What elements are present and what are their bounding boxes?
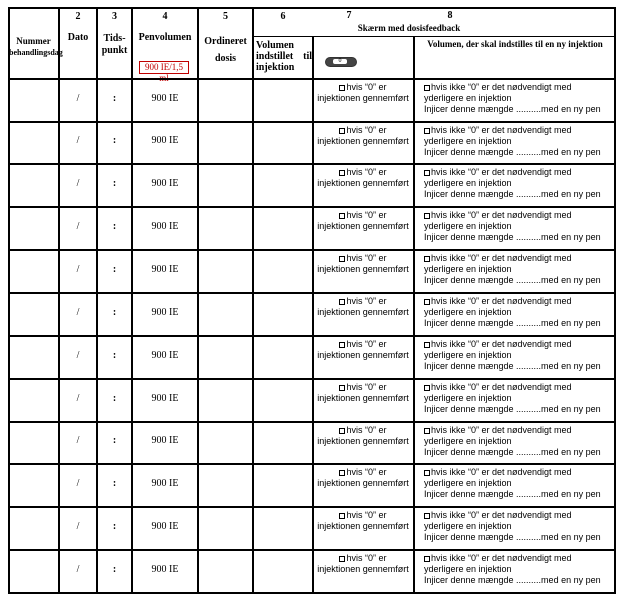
- additional-injection-line2: yderligere en injektion: [424, 478, 512, 488]
- date-field: /: [76, 478, 80, 489]
- feedback-zero-note: [314, 125, 412, 147]
- pen-volume-value: 900 IE: [151, 93, 179, 104]
- checkbox-icon[interactable]: [339, 128, 345, 134]
- pen-volume-value: 900 IE: [151, 307, 179, 318]
- checkbox-icon[interactable]: [424, 428, 430, 434]
- feedback-zero-line1: [314, 82, 412, 93]
- additional-injection-text: hvis ikke “0” er det nødvendigt med: [431, 253, 572, 263]
- feedback-zero-text: hvis “0” er: [346, 510, 387, 520]
- pen-volume-value: 900 IE: [151, 435, 179, 446]
- time-field: :: [112, 435, 117, 446]
- additional-injection-line1: [424, 510, 614, 521]
- checkbox-icon[interactable]: [339, 299, 345, 305]
- additional-injection-line1: [424, 553, 614, 564]
- checkbox-icon[interactable]: [424, 470, 430, 476]
- additional-injection-line2: yderligere en injektion: [424, 178, 512, 188]
- additional-injection-line1: [424, 425, 614, 436]
- feedback-zero-line1: [314, 467, 412, 478]
- feedback-zero-note: [314, 210, 412, 232]
- row-divider: [9, 163, 615, 165]
- col3-header-line2: punkt: [101, 45, 128, 56]
- col8-header: Volumen, der skal indstilles til en ny injektion: [427, 39, 603, 49]
- col3-header: [98, 33, 131, 57]
- checkbox-icon[interactable]: [339, 256, 345, 262]
- feedback-zero-line1: [314, 425, 412, 436]
- additional-injection-text: hvis ikke “0” er det nødvendigt med: [431, 467, 572, 477]
- feedback-zero-note: [314, 167, 412, 189]
- feedback-zero-line1: [314, 167, 412, 178]
- additional-injection-line3: Injicer denne mængde ..........med en ny pen: [424, 232, 601, 242]
- feedback-zero-line2: injektionen gennemført: [317, 136, 409, 146]
- pen-volume-value: 900 IE: [151, 564, 179, 575]
- additional-injection-text: hvis ikke “0” er det nødvendigt med: [431, 382, 572, 392]
- col6-header-line2a: indstillet: [256, 51, 294, 62]
- feedback-zero-line2: injektionen gennemført: [317, 436, 409, 446]
- col1-header-line1: Nummer: [16, 36, 51, 46]
- col6-header-line2b: til: [303, 51, 312, 62]
- additional-injection-line1: [424, 167, 614, 178]
- feedback-zero-note: [314, 467, 412, 489]
- time-field: :: [112, 264, 117, 275]
- pen-volume-value: 900 IE: [151, 221, 179, 232]
- additional-injection-text: hvis ikke “0” er det nødvendigt med: [431, 553, 572, 563]
- row-divider: [9, 549, 615, 551]
- row-divider: [9, 249, 615, 251]
- checkbox-icon[interactable]: [424, 556, 430, 562]
- additional-injection-line3: Injicer denne mængde ..........med en ny pen: [424, 404, 601, 414]
- feedback-zero-line2: injektionen gennemført: [317, 350, 409, 360]
- additional-injection-text: hvis ikke “0” er det nødvendigt med: [431, 296, 572, 306]
- time-field: :: [112, 350, 117, 361]
- time-field: :: [112, 478, 117, 489]
- row-divider: [9, 206, 615, 208]
- date-field: /: [76, 564, 80, 575]
- feedback-zero-text: hvis “0” er: [346, 425, 387, 435]
- additional-injection-line1: [424, 125, 614, 136]
- additional-injection-line2: yderligere en injektion: [424, 350, 512, 360]
- checkbox-icon[interactable]: [424, 342, 430, 348]
- additional-injection-line3: Injicer denne mængde ..........med en ny pen: [424, 447, 601, 457]
- additional-injection-line2: yderligere en injektion: [424, 436, 512, 446]
- additional-injection-line3: Injicer denne mængde ..........med en ny pen: [424, 147, 601, 157]
- checkbox-icon[interactable]: [339, 428, 345, 434]
- col5-header-line1: Ordineret: [204, 36, 247, 47]
- feedback-zero-note: [314, 253, 412, 275]
- checkbox-icon[interactable]: [339, 470, 345, 476]
- additional-injection-line1: [424, 82, 614, 93]
- feedback-zero-line2: injektionen gennemført: [317, 93, 409, 103]
- col6-header: [256, 40, 312, 73]
- additional-injection-line1: [424, 253, 614, 264]
- additional-injection-note: [424, 510, 614, 543]
- checkbox-icon[interactable]: [424, 299, 430, 305]
- row-divider: [9, 335, 615, 337]
- date-field: /: [76, 93, 80, 104]
- additional-injection-text: hvis ikke “0” er det nødvendigt med: [431, 425, 572, 435]
- pen-volume-value: 900 IE: [151, 178, 179, 189]
- feedback-zero-line1: [314, 125, 412, 136]
- col6-header-line2: [256, 51, 312, 62]
- col1-header: [9, 36, 63, 58]
- row-divider: [9, 292, 615, 294]
- time-field: :: [112, 393, 117, 404]
- pen-volume-box: 900 IE/1,5 ml: [139, 61, 189, 74]
- checkbox-icon[interactable]: [424, 213, 430, 219]
- additional-injection-line3: Injicer denne mængde ..........med en ny pen: [424, 189, 601, 199]
- checkbox-icon[interactable]: [424, 385, 430, 391]
- feedback-zero-line1: [314, 382, 412, 393]
- col8-number: 8: [447, 10, 453, 21]
- additional-injection-text: hvis ikke “0” er det nødvendigt med: [431, 339, 572, 349]
- pen-volume-value: 900 IE: [151, 478, 179, 489]
- feedback-zero-line2: injektionen gennemført: [317, 521, 409, 531]
- feedback-zero-note: [314, 339, 412, 361]
- feedback-zero-line2: injektionen gennemført: [317, 307, 409, 317]
- checkbox-icon[interactable]: [339, 385, 345, 391]
- feedback-zero-text: hvis “0” er: [346, 382, 387, 392]
- date-field: /: [76, 178, 80, 189]
- additional-injection-line3: Injicer denne mængde ..........med en ny pen: [424, 575, 601, 585]
- additional-injection-line1: [424, 382, 614, 393]
- additional-injection-line1: [424, 339, 614, 350]
- pen-volume-value: 900 IE: [151, 135, 179, 146]
- additional-injection-line3: Injicer denne mængde ..........med en ny pen: [424, 532, 601, 542]
- feedback-zero-text: hvis “0” er: [346, 467, 387, 477]
- checkbox-icon[interactable]: [424, 513, 430, 519]
- row-divider: [9, 121, 615, 123]
- dose-display-icon-value: 0: [333, 59, 347, 64]
- feedback-zero-note: [314, 82, 412, 104]
- feedback-zero-note: [314, 553, 412, 575]
- additional-injection-line1: [424, 210, 614, 221]
- feedback-zero-note: [314, 510, 412, 532]
- additional-injection-line1: [424, 467, 614, 478]
- additional-injection-line3: Injicer denne mængde ..........med en ny pen: [424, 104, 601, 114]
- feedback-zero-line2: injektionen gennemført: [317, 393, 409, 403]
- col5-number: 5: [223, 11, 228, 22]
- feedback-zero-line1: [314, 253, 412, 264]
- time-field: :: [112, 307, 117, 318]
- checkbox-icon[interactable]: [339, 85, 345, 91]
- feedback-zero-text: hvis “0” er: [346, 339, 387, 349]
- col6-header-line3: injektion: [256, 62, 295, 73]
- feedback-zero-line1: [314, 510, 412, 521]
- additional-injection-line2: yderligere en injektion: [424, 221, 512, 231]
- col5-header-line2: dosis: [214, 53, 237, 64]
- date-field: /: [76, 135, 80, 146]
- feedback-zero-line1: [314, 210, 412, 221]
- pen-volume-value: 900 IE: [151, 350, 179, 361]
- date-field: /: [76, 521, 80, 532]
- additional-injection-note: [424, 425, 614, 458]
- feedback-zero-line1: [314, 553, 412, 564]
- additional-injection-line2: yderligere en injektion: [424, 307, 512, 317]
- additional-injection-note: [424, 382, 614, 415]
- feedback-zero-line1: [314, 339, 412, 350]
- col2-header: Dato: [67, 32, 89, 43]
- feedback-zero-line2: injektionen gennemført: [317, 478, 409, 488]
- feedback-zero-line2: injektionen gennemført: [317, 178, 409, 188]
- additional-injection-note: [424, 210, 614, 243]
- additional-injection-line2: yderligere en injektion: [424, 136, 512, 146]
- col2-number: 2: [75, 11, 81, 22]
- additional-injection-line2: yderligere en injektion: [424, 93, 512, 103]
- feedback-zero-line2: injektionen gennemført: [317, 564, 409, 574]
- additional-injection-line3: Injicer denne mængde ..........med en ny pen: [424, 489, 601, 499]
- additional-injection-text: hvis ikke “0” er det nødvendigt med: [431, 510, 572, 520]
- additional-injection-note: [424, 125, 614, 158]
- feedback-zero-text: hvis “0” er: [346, 253, 387, 263]
- time-field: :: [112, 178, 117, 189]
- additional-injection-line2: yderligere en injektion: [424, 264, 512, 274]
- row-divider: [9, 78, 615, 80]
- additional-injection-text: hvis ikke “0” er det nødvendigt med: [431, 125, 572, 135]
- additional-injection-line2: yderligere en injektion: [424, 564, 512, 574]
- date-field: /: [76, 350, 80, 361]
- dose-display-icon: [325, 57, 357, 67]
- additional-injection-note: [424, 467, 614, 500]
- feedback-zero-text: hvis “0” er: [346, 82, 387, 92]
- time-field: :: [112, 135, 117, 146]
- additional-injection-note: [424, 167, 614, 200]
- feedback-zero-text: hvis “0” er: [346, 210, 387, 220]
- time-field: :: [112, 221, 117, 232]
- col4-header: Penvolumen: [138, 32, 192, 43]
- pen-volume-value: 900 IE: [151, 521, 179, 532]
- checkbox-icon[interactable]: [424, 85, 430, 91]
- date-field: /: [76, 435, 80, 446]
- additional-injection-note: [424, 253, 614, 286]
- col3-number: 3: [112, 11, 117, 22]
- additional-injection-line1: [424, 296, 614, 307]
- col5-header: [199, 33, 252, 67]
- date-field: /: [76, 221, 80, 232]
- additional-injection-text: hvis ikke “0” er det nødvendigt med: [431, 167, 572, 177]
- time-field: :: [112, 564, 117, 575]
- checkbox-icon[interactable]: [424, 170, 430, 176]
- col3-header-line1: Tids-: [103, 33, 126, 44]
- additional-injection-line3: Injicer denne mængde ..........med en ny pen: [424, 361, 601, 371]
- feedback-zero-text: hvis “0” er: [346, 553, 387, 563]
- feedback-zero-note: [314, 425, 412, 447]
- subheader-line: [253, 36, 615, 37]
- feedback-zero-note: [314, 382, 412, 404]
- additional-injection-line2: yderligere en injektion: [424, 393, 512, 403]
- checkbox-icon[interactable]: [339, 213, 345, 219]
- feedback-zero-text: hvis “0” er: [346, 296, 387, 306]
- row-divider: [9, 463, 615, 465]
- col4-number: 4: [162, 11, 168, 22]
- col1-header-line2: behandlingsdag: [9, 48, 63, 57]
- checkbox-icon[interactable]: [339, 556, 345, 562]
- col6-header-line1: Volumen: [256, 40, 294, 51]
- col6-number: 6: [280, 11, 286, 22]
- additional-injection-line3: Injicer denne mængde ..........med en ny pen: [424, 275, 601, 285]
- row-divider: [9, 506, 615, 508]
- feedback-zero-text: hvis “0” er: [346, 125, 387, 135]
- row-divider: [9, 378, 615, 380]
- date-field: /: [76, 307, 80, 318]
- time-field: :: [112, 93, 117, 104]
- checkbox-icon[interactable]: [339, 513, 345, 519]
- checkbox-icon[interactable]: [424, 128, 430, 134]
- col-divider: [413, 36, 415, 593]
- time-field: :: [112, 521, 117, 532]
- pen-volume-value: 900 IE: [151, 393, 179, 404]
- checkbox-icon[interactable]: [339, 342, 345, 348]
- additional-injection-line2: yderligere en injektion: [424, 521, 512, 531]
- additional-injection-note: [424, 553, 614, 586]
- feedback-zero-line2: injektionen gennemført: [317, 264, 409, 274]
- additional-injection-text: hvis ikke “0” er det nødvendigt med: [431, 210, 572, 220]
- checkbox-icon[interactable]: [339, 170, 345, 176]
- date-field: /: [76, 393, 80, 404]
- additional-injection-note: [424, 296, 614, 329]
- feedback-zero-note: [314, 296, 412, 318]
- additional-injection-text: hvis ikke “0” er det nødvendigt med: [431, 82, 572, 92]
- col7-number: 7: [346, 10, 352, 21]
- feedback-zero-line1: [314, 296, 412, 307]
- checkbox-icon[interactable]: [424, 256, 430, 262]
- date-field: /: [76, 264, 80, 275]
- pen-volume-value: 900 IE: [151, 264, 179, 275]
- row-divider: [9, 421, 615, 423]
- feedback-zero-line2: injektionen gennemført: [317, 221, 409, 231]
- col7-header: Skærm med dosisfeedback: [357, 23, 461, 33]
- additional-injection-note: [424, 82, 614, 115]
- feedback-zero-text: hvis “0” er: [346, 167, 387, 177]
- additional-injection-line3: Injicer denne mængde ..........med en ny pen: [424, 318, 601, 328]
- additional-injection-note: [424, 339, 614, 372]
